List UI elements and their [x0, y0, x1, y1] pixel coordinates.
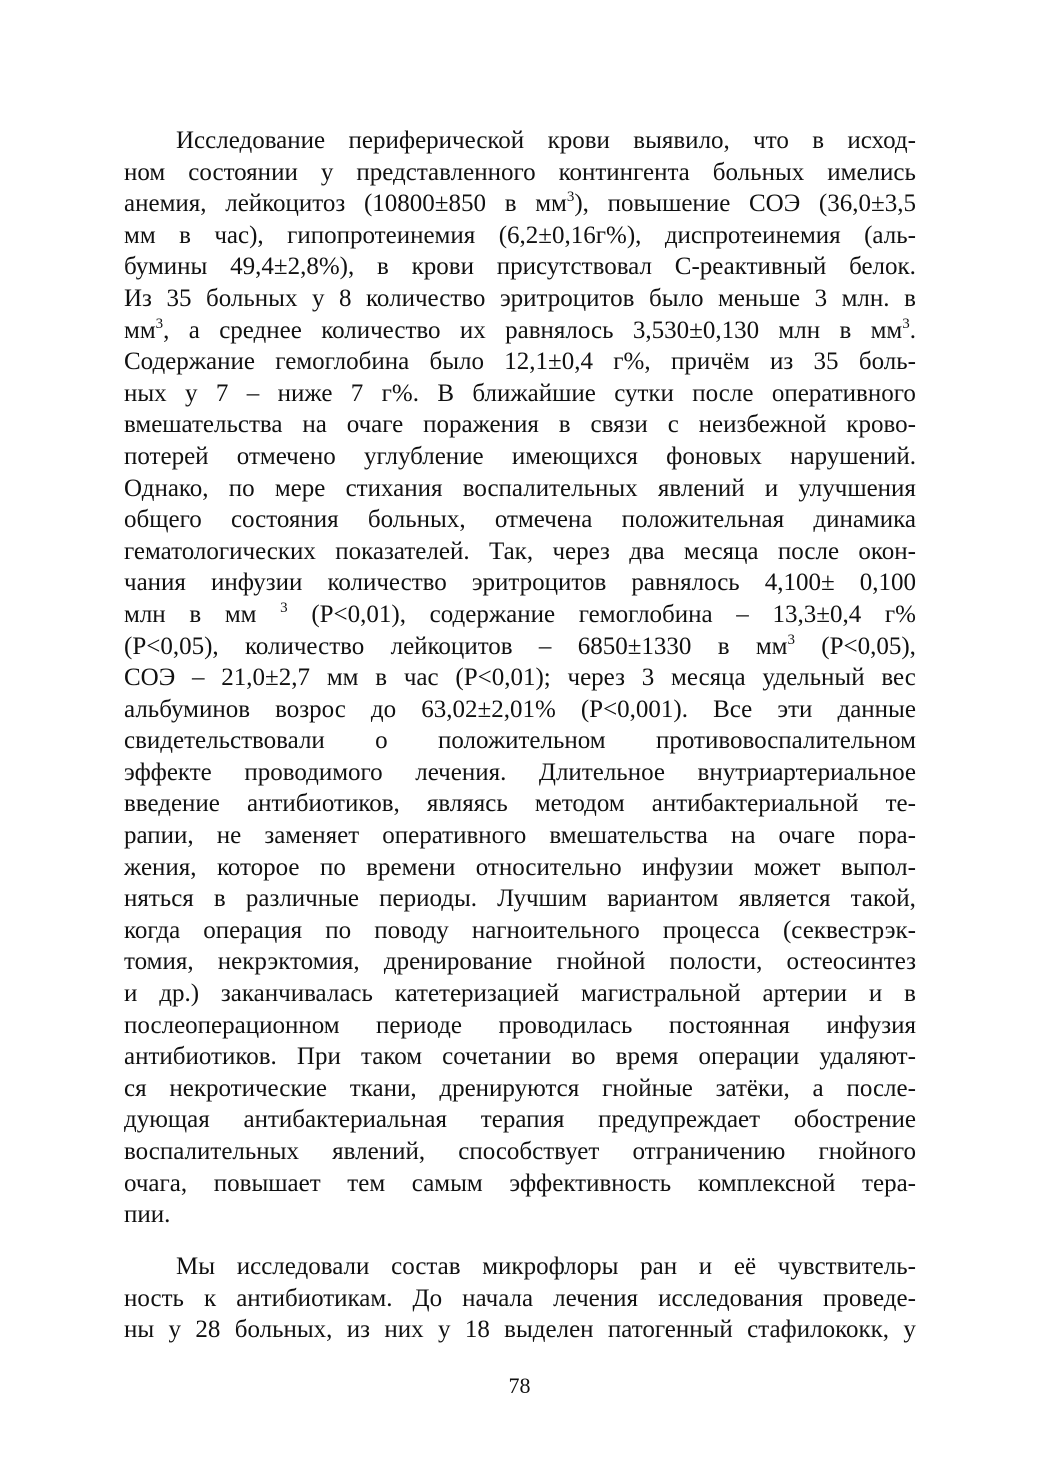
- text-line: рапии, не заменяет оперативного вмешательства на очаге пора-: [124, 822, 916, 850]
- text-line: томия, некрэктомия, дренирование гнойной полости, остеосинтез: [124, 948, 916, 976]
- text-line: ных у 7 – ниже 7 г%. В ближайшие сутки после оперативного: [124, 379, 916, 407]
- text-line: введение антибиотиков, являясь методом антибактериальной те-: [124, 790, 916, 818]
- text-line: очага, повышает тем самым эффективность комплексной тера-: [124, 1169, 916, 1197]
- text-line: гематологических показателей. Так, через два месяца после окон-: [124, 537, 916, 565]
- page-number: 78: [508, 1373, 531, 1398]
- text-line: вмешательства на очаге поражения в связи с неизбежной крово-: [124, 411, 916, 439]
- text-line: Мы исследовали состав микрофлоры ран и её чувствитель-: [176, 1253, 916, 1280]
- text-line: мм в час), гипопротеинемия (6,2±0,16г%), диспротеинемия (аль-: [124, 221, 916, 249]
- text-line: ном состоянии у представленного контингента больных имелись: [124, 158, 916, 186]
- text-line: потерей отмечено углубление имеющихся фоновых нарушений.: [124, 442, 916, 470]
- text-line: воспалительных явлений, способствует отграничению гнойного: [124, 1138, 916, 1165]
- paragraph-2: [124, 1251, 916, 1346]
- text-line: дующая антибактериальная терапия предупреждает обострение: [124, 1106, 916, 1134]
- text-line: ность к антибиотикам. До начала лечения исследования проведе-: [124, 1284, 916, 1312]
- text-line: ны у 28 больных, из них у 18 выделен патогенный стафилококк, у: [124, 1316, 916, 1344]
- text-line: няться в различные периоды. Лучшим вариантом является такой,: [124, 885, 916, 913]
- text-line: послеоперационном периоде проводилась постоянная инфузия: [124, 1011, 916, 1039]
- text-line: чания инфузии количество эритроцитов равнялось 4,100± 0,100: [124, 569, 916, 597]
- text-line: Однако, по мере стихания воспалительных явлений и улучшения: [124, 474, 916, 502]
- text-line: общего состояния больных, отмечена положительная динамика: [124, 506, 916, 534]
- text-line: свидетельствовали о положительном противовоспалительном: [124, 727, 916, 755]
- text-line: анемия, лейкоцитоз (10800±850 в $мм^3$), повышение СОЭ (36,0±3,5: [124, 189, 916, 218]
- text-line: (Р<0,05), количество лейкоцитов – 6850±1330 в $мм^3$ (Р<0,05),: [124, 631, 916, 660]
- text-line: альбуминов возрос до 63,02±2,01% (Р<0,001). Все эти данные: [124, 695, 916, 723]
- text-line: млн в мм $^3$ (Р<0,01), содержание гемоглобина – 13,3±0,4 г%: [124, 599, 916, 628]
- text-line: пии.: [124, 1201, 171, 1229]
- text-line: жения, которое по времени относительно инфузии может выпол-: [124, 853, 916, 881]
- text-line: когда операция по поводу нагноительного процесса (секвестрэк-: [124, 916, 916, 944]
- text-line: $мм^3$, а среднее количество их равнялось 3,530±0,130 млн в $мм^3$.: [124, 315, 916, 344]
- text-line: СОЭ – 21,0±2,7 мм в час (Р<0,01); через 3 месяца удельный вес: [124, 664, 916, 692]
- text-line: антибиотиков. При таком сочетании во время операции удаляют-: [124, 1043, 916, 1071]
- paragraph-1: [124, 125, 916, 1231]
- text-line: Из 35 больных у 8 количество эритроцитов было меньше 3 млн. в: [124, 284, 916, 312]
- text-line: и др.) заканчивалась катетеризацией магистральной артерии и в: [124, 980, 916, 1008]
- text-line: Содержание гемоглобина было 12,1±0,4 г%, причём из 35 боль-: [124, 348, 916, 376]
- text-line: Исследование периферической крови выявило, что в исход-: [176, 127, 916, 154]
- text-line: эффекте проводимого лечения. Длительное внутриартериальное: [124, 758, 916, 786]
- text-line: бумины 49,4±2,8%), в крови присутствовал С-реактивный белок.: [124, 253, 916, 281]
- text-line: ся некротические ткани, дренируются гнойные затёки, а после-: [124, 1074, 916, 1102]
